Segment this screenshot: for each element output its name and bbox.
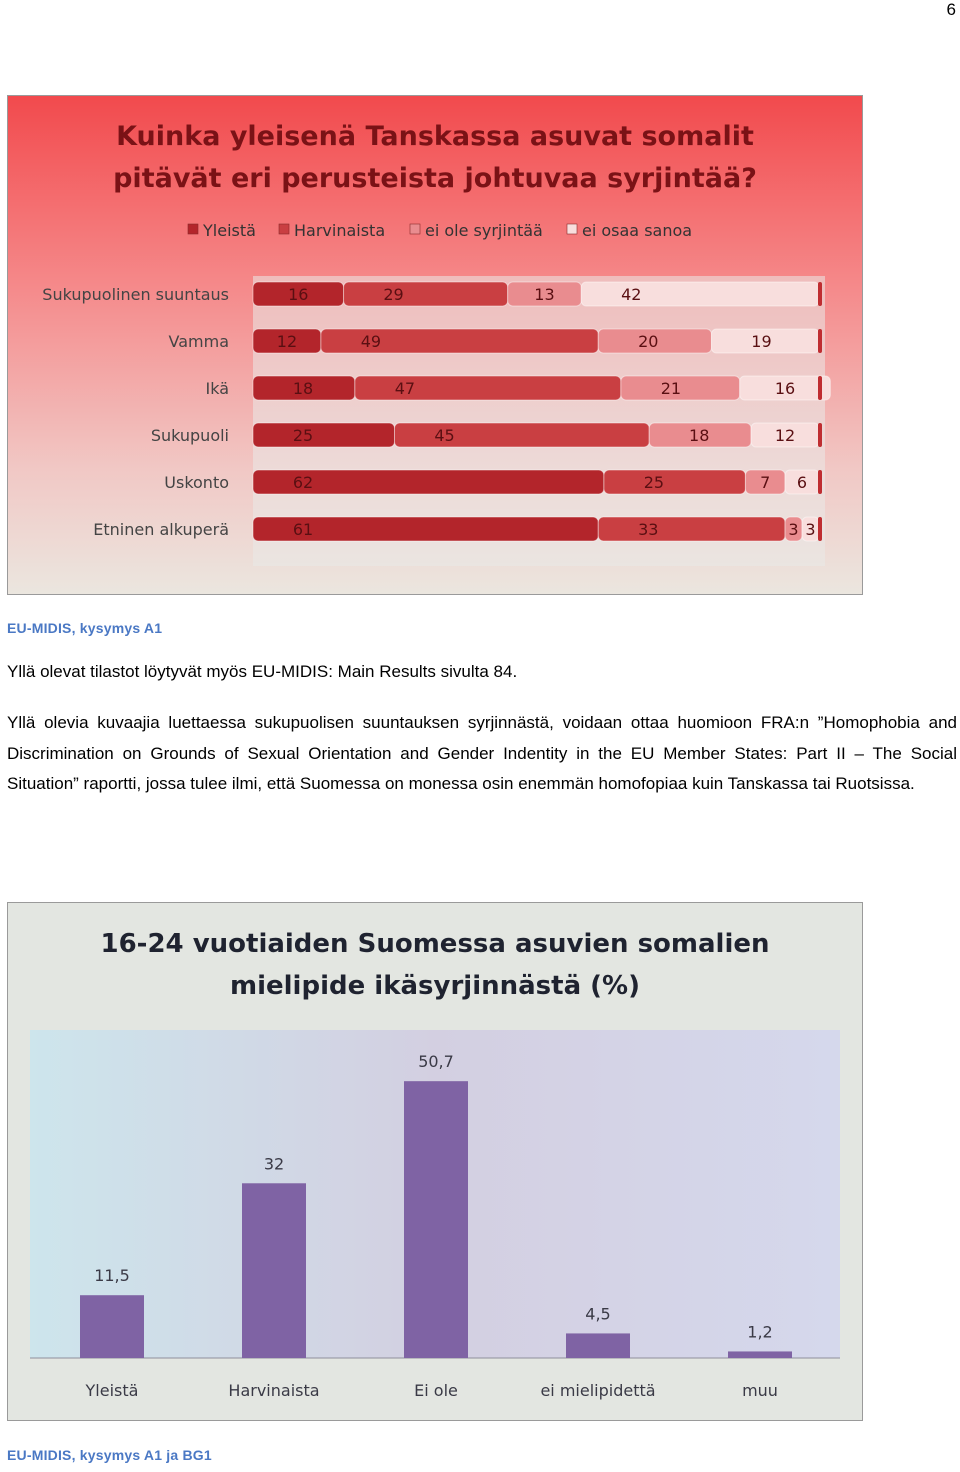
bar-end-cap — [818, 517, 822, 541]
data-label: 21 — [660, 379, 682, 398]
chart-age-discrimination-finland — [7, 902, 863, 1421]
bar-yleista — [80, 1295, 144, 1358]
category-label: Harvinaista — [228, 1381, 320, 1400]
category-label: Ei ole — [414, 1381, 458, 1400]
data-label: 12 — [276, 332, 298, 351]
data-label: 25 — [643, 473, 665, 492]
bar-end-cap — [818, 376, 822, 400]
page-number: 6 — [946, 0, 956, 19]
data-label: 47 — [394, 379, 416, 398]
chart-title-line-2: pitävät eri perusteista johtuvaa syrjintää? — [113, 163, 757, 194]
bar-segment-ei-osaa-sanoa — [581, 282, 819, 306]
data-label: 16 — [774, 379, 796, 398]
bar-segment-yleista — [253, 423, 395, 447]
category-label: Uskonto — [164, 473, 229, 492]
figure-caption-2: EU-MIDIS, kysymys A1 ja BG1 — [7, 1447, 212, 1463]
bar-segment-harvinaista — [395, 423, 650, 447]
legend-swatch-harvinaista — [279, 224, 289, 234]
paragraph-1: Yllä olevat tilastot löytyvät myös EU-MIDIS: Main Results sivulta 84. — [7, 662, 518, 681]
data-label: 61 — [292, 520, 314, 539]
data-label: 4,5 — [585, 1304, 611, 1324]
data-label: 19 — [751, 332, 772, 351]
data-label: 20 — [638, 332, 659, 351]
legend-swatch-ei-ole-syrjintaa — [410, 224, 420, 234]
category-label: Sukupuoli — [150, 426, 229, 445]
bar-segment-harvinaista — [344, 282, 508, 306]
bar-end-cap — [818, 329, 822, 353]
legend-label-yleista: Yleistä — [203, 221, 256, 240]
figure-caption-1: EU-MIDIS, kysymys A1 — [7, 620, 163, 636]
chart-discrimination-denmark — [7, 95, 863, 595]
data-label: 16 — [288, 285, 309, 304]
chart-title-line-2: mielipide ikäsyrjinnästä (%) — [230, 971, 640, 1001]
data-label: 3 — [788, 520, 799, 539]
data-label: 29 — [383, 285, 404, 304]
data-label: 33 — [638, 520, 659, 539]
paragraph-2: Yllä olevia kuvaajia luettaessa sukupuolisen suuntauksen syrjinnästä, voidaan ottaa huomioon FRA:n ”Homophobia and Discrimination on Grounds of Sexual Orientation and Gender Indentity in the EU Member States: Part II – The Social Situation” raportti, jossa tulee ilmi, että Suomessa on monessa osin enemmän homofopiaa kuin Tanskassa tai Ruotsissa. — [7, 713, 957, 793]
category-label: Etninen alkuperä — [93, 520, 229, 539]
category-label: muu — [742, 1381, 778, 1400]
legend-swatch-yleista — [188, 224, 198, 234]
data-label: 50,7 — [418, 1052, 454, 1072]
legend-label-ei-ole-syrjintaa: ei ole syrjintää — [425, 221, 543, 240]
data-label: 25 — [292, 426, 314, 445]
category-label: Vamma — [168, 332, 229, 351]
category-label: Ikä — [205, 379, 229, 398]
chart-title-line-1: 16-24 vuotiaiden Suomessa asuvien somalien — [100, 929, 770, 959]
legend-label-harvinaista: Harvinaista — [294, 221, 386, 240]
data-label: 1,2 — [747, 1322, 773, 1342]
bar-harvinaista — [242, 1183, 306, 1358]
data-label: 13 — [534, 285, 555, 304]
data-label: 32 — [263, 1154, 285, 1174]
data-label: 6 — [796, 473, 808, 492]
bar-end-cap — [818, 470, 822, 494]
data-label: 62 — [292, 473, 314, 492]
bar-ei-mielipidetta — [566, 1333, 630, 1358]
bar-segment-harvinaista — [604, 470, 746, 494]
data-label: 3 — [805, 520, 816, 539]
data-label: 11,5 — [94, 1266, 130, 1286]
legend-swatch-ei-osaa-sanoa — [567, 224, 577, 234]
category-label: Yleistä — [85, 1381, 139, 1400]
category-label: Sukupuolinen suuntaus — [42, 285, 229, 304]
bar-segment-harvinaista — [598, 517, 785, 541]
data-label: 42 — [621, 285, 642, 304]
bar-end-cap — [818, 423, 822, 447]
data-label: 18 — [292, 379, 314, 398]
data-label: 45 — [434, 426, 455, 445]
data-label: 18 — [689, 426, 710, 445]
bar-ei-ole — [404, 1081, 468, 1358]
chart-title-line-1: Kuinka yleisenä Tanskassa asuvat somalit — [116, 121, 754, 152]
data-label: 49 — [360, 332, 382, 351]
category-label: ei mielipidettä — [540, 1381, 656, 1400]
bar-end-cap — [818, 282, 822, 306]
data-label: 7 — [760, 473, 771, 492]
legend-label-ei-osaa-sanoa: ei osaa sanoa — [582, 221, 693, 240]
data-label: 12 — [774, 426, 796, 445]
bar-muu — [728, 1351, 792, 1358]
